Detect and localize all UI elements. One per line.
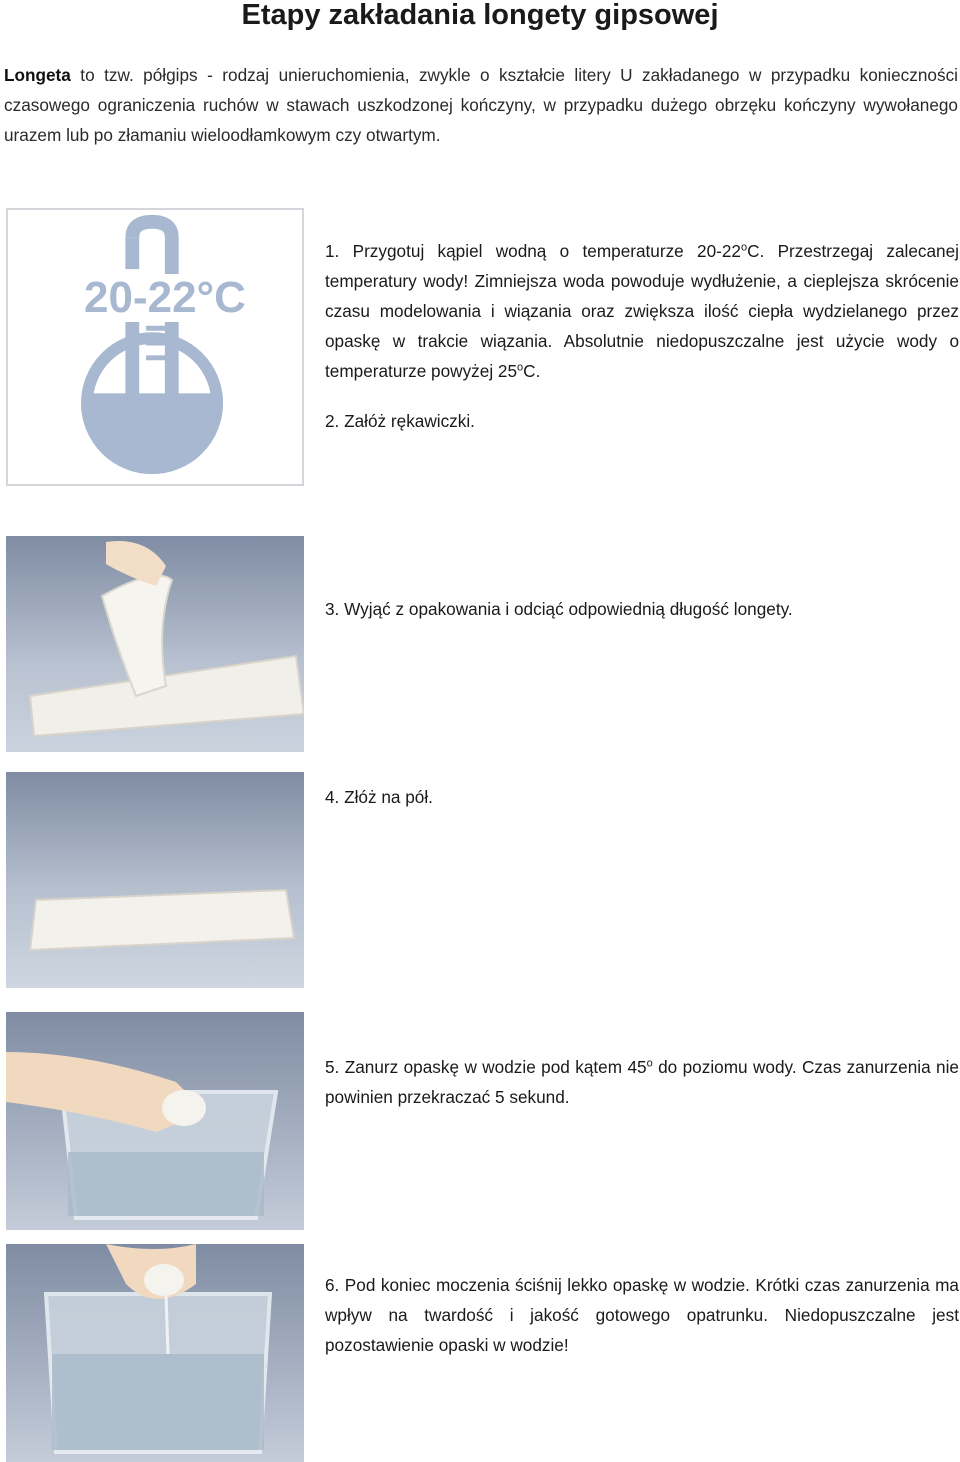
step-5: 5. Zanurz opaskę w wodzie pod kątem 45$^o$ do poziomu wody. Czas zanurzenia nie powinien przekraczać 5 sekund. [325, 1057, 959, 1107]
step-4: 4. Złóż na pół. [325, 787, 433, 807]
intro-term: Longeta [4, 65, 71, 85]
photo-squeeze-in-water [6, 1244, 304, 1462]
thermometer-illustration [6, 208, 304, 486]
photo-fold-splint [6, 772, 304, 988]
thermometer-label: 20-22°C [84, 273, 246, 322]
step-3: 3. Wyjąć z opakowania i odciąć odpowiednią długość longety. [325, 599, 793, 619]
step-2: 2. Załóż rękawiczki. [325, 411, 475, 431]
page-title: Etapy zakładania longety gipsowej [241, 0, 719, 31]
photo-cut-splint [6, 536, 304, 752]
intro-paragraph [4, 60, 958, 150]
photo-dip-in-water [6, 1012, 304, 1230]
step-1: 1. Przygotuj kąpiel wodną o temperaturze 20-22$^o$C. Przestrzegaj zalecanej temperatury wody! Zimniejsza woda powoduje wydłużenie, a cieplejsza skrócenie czasu modelowania i wiązania oraz zwiększa ilość ciepła wydzielanego przez opaskę w trakcie wiązania. Absolutnie niedopuszczalne jest użycie wody o temperaturze powyżej 25$^o$C. [325, 241, 959, 381]
intro-text: to tzw. półgips - rodzaj unieruchomienia, zwykle o kształcie litery U zakładanego w przypadku konieczności czasowego ograniczenia ruchów w stawach uszkodzonej kończyny, w przypadku dużego obrzęku kończyny wywołanego urazem lub po złamaniu wieloodłamkowym czy otwartym. [4, 65, 958, 145]
step-6: 6. Pod koniec moczenia ściśnij lekko opaskę w wodzie. Krótki czas zanurzenia ma wpływ na twardość i jakość gotowego opatrunku. Niedopuszczalne jest pozostawienie opaski w wodzie! [325, 1275, 959, 1355]
